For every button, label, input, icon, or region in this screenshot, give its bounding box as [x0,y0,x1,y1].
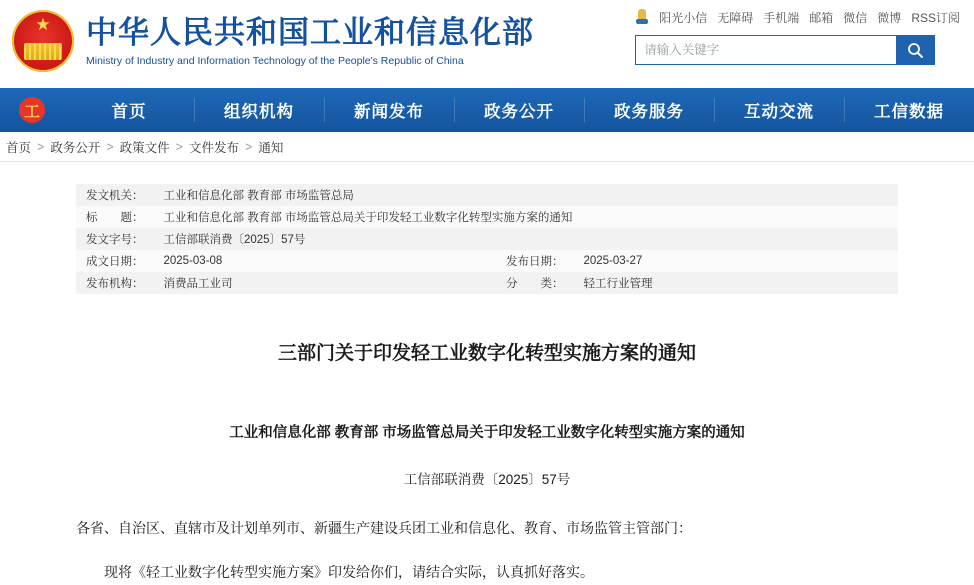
meta-value-category: 轻工行业管理 [573,272,898,294]
document-subtitle: 工业和信息化部 教育部 市场监管总局关于印发轻工业数字化转型实施方案的通知 [229,425,745,441]
table-row [76,272,898,294]
top-link-weibo[interactable]: 微博 [877,10,902,25]
sunshine-assistant-icon [635,9,649,25]
nav-item-government-services[interactable]: 政务服务 [584,88,714,132]
meta-value-issuing-agency: 工业和信息化部 教育部 市场监管总局 [154,184,899,206]
national-emblem-icon [12,10,74,72]
search-bar [635,35,935,65]
document-body [0,162,974,585]
top-link-mail[interactable]: 邮箱 [809,10,834,25]
top-link-accessibility[interactable]: 无障碍 [717,10,754,25]
document-recipient: 各省、自治区、直辖市及计划单列市、新疆生产建设兵团工业和信息化、教育、市场监管主管部门： [76,520,692,536]
meta-label-category: 分 类： [478,272,574,294]
brand-text-block [86,15,534,67]
nav-item-data[interactable]: 工信数据 [844,88,974,132]
table-row [76,228,898,250]
meta-value-title: 工业和信息化部 教育部 市场监管总局关于印发轻工业数字化转型实施方案的通知 [154,206,899,228]
breadcrumb [0,132,974,162]
nav-item-home[interactable]: 首页 [111,103,147,121]
breadcrumb-item-doc-release[interactable]: 文件发布 [188,140,239,155]
breadcrumb-separator: > [37,139,45,154]
main-nav [0,88,974,132]
search-button[interactable] [896,36,934,64]
breadcrumb-item-policy-docs[interactable]: 政策文件 [119,140,170,155]
top-link-rss[interactable]: RSS订阅 [911,10,960,25]
nav-logo-icon: 工 [19,97,45,123]
top-links [635,6,960,28]
breadcrumb-separator: > [245,139,253,154]
table-row [76,184,898,206]
breadcrumb-item-notice[interactable]: 通知 [258,140,284,155]
nav-item-news[interactable]: 新闻发布 [324,88,454,132]
top-link-sunshine[interactable]: 阳光小信 [659,10,708,25]
brand-title-en: Ministry of Industry and Information Technology of the People's Republic of China [86,54,464,67]
search-input[interactable] [636,36,896,64]
document-number: 工信部联消费〔2025〕57号 [403,472,571,487]
site-header [0,0,974,88]
brand-title-cn: 中华人民共和国工业和信息化部 [86,15,534,51]
breadcrumb-item-disclosure[interactable]: 政务公开 [50,140,101,155]
nav-item-government-disclosure[interactable]: 政务公开 [454,88,584,132]
breadcrumb-separator: > [106,139,114,154]
meta-value-publish-date: 2025-03-27 [573,250,898,272]
breadcrumb-item-home[interactable]: 首页 [6,140,32,155]
meta-value-publisher: 消费品工业司 [154,272,478,294]
page-title: 三部门关于印发轻工业数字化转型实施方案的通知 [277,343,696,364]
table-row [76,206,898,228]
meta-label-title: 标 题： [76,206,154,228]
meta-label-publisher: 发布机构： [76,272,154,294]
nav-item-organization[interactable]: 组织机构 [194,88,324,132]
meta-label-written-date: 成文日期： [76,250,154,272]
top-link-wechat[interactable]: 微信 [843,10,868,25]
nav-logo[interactable] [0,88,64,132]
document-paragraph-1: 现将《轻工业数字化转型实施方案》印发给你们，请结合实际，认真抓好落实。 [104,564,594,580]
meta-value-written-date: 2025-03-08 [154,250,478,272]
breadcrumb-separator: > [175,139,183,154]
document-meta-table [76,184,898,294]
search-icon [907,42,924,59]
top-link-mobile[interactable]: 手机端 [763,10,800,25]
meta-label-issuing-agency: 发文机关： [76,184,154,206]
nav-item-interaction[interactable]: 互动交流 [714,88,844,132]
site-brand[interactable] [0,0,534,72]
meta-label-publish-date: 发布日期： [478,250,574,272]
meta-label-doc-number: 发文字号： [76,228,154,250]
header-right [635,0,974,65]
table-row [76,250,898,272]
meta-value-doc-number: 工信部联消费〔2025〕57号 [154,228,899,250]
